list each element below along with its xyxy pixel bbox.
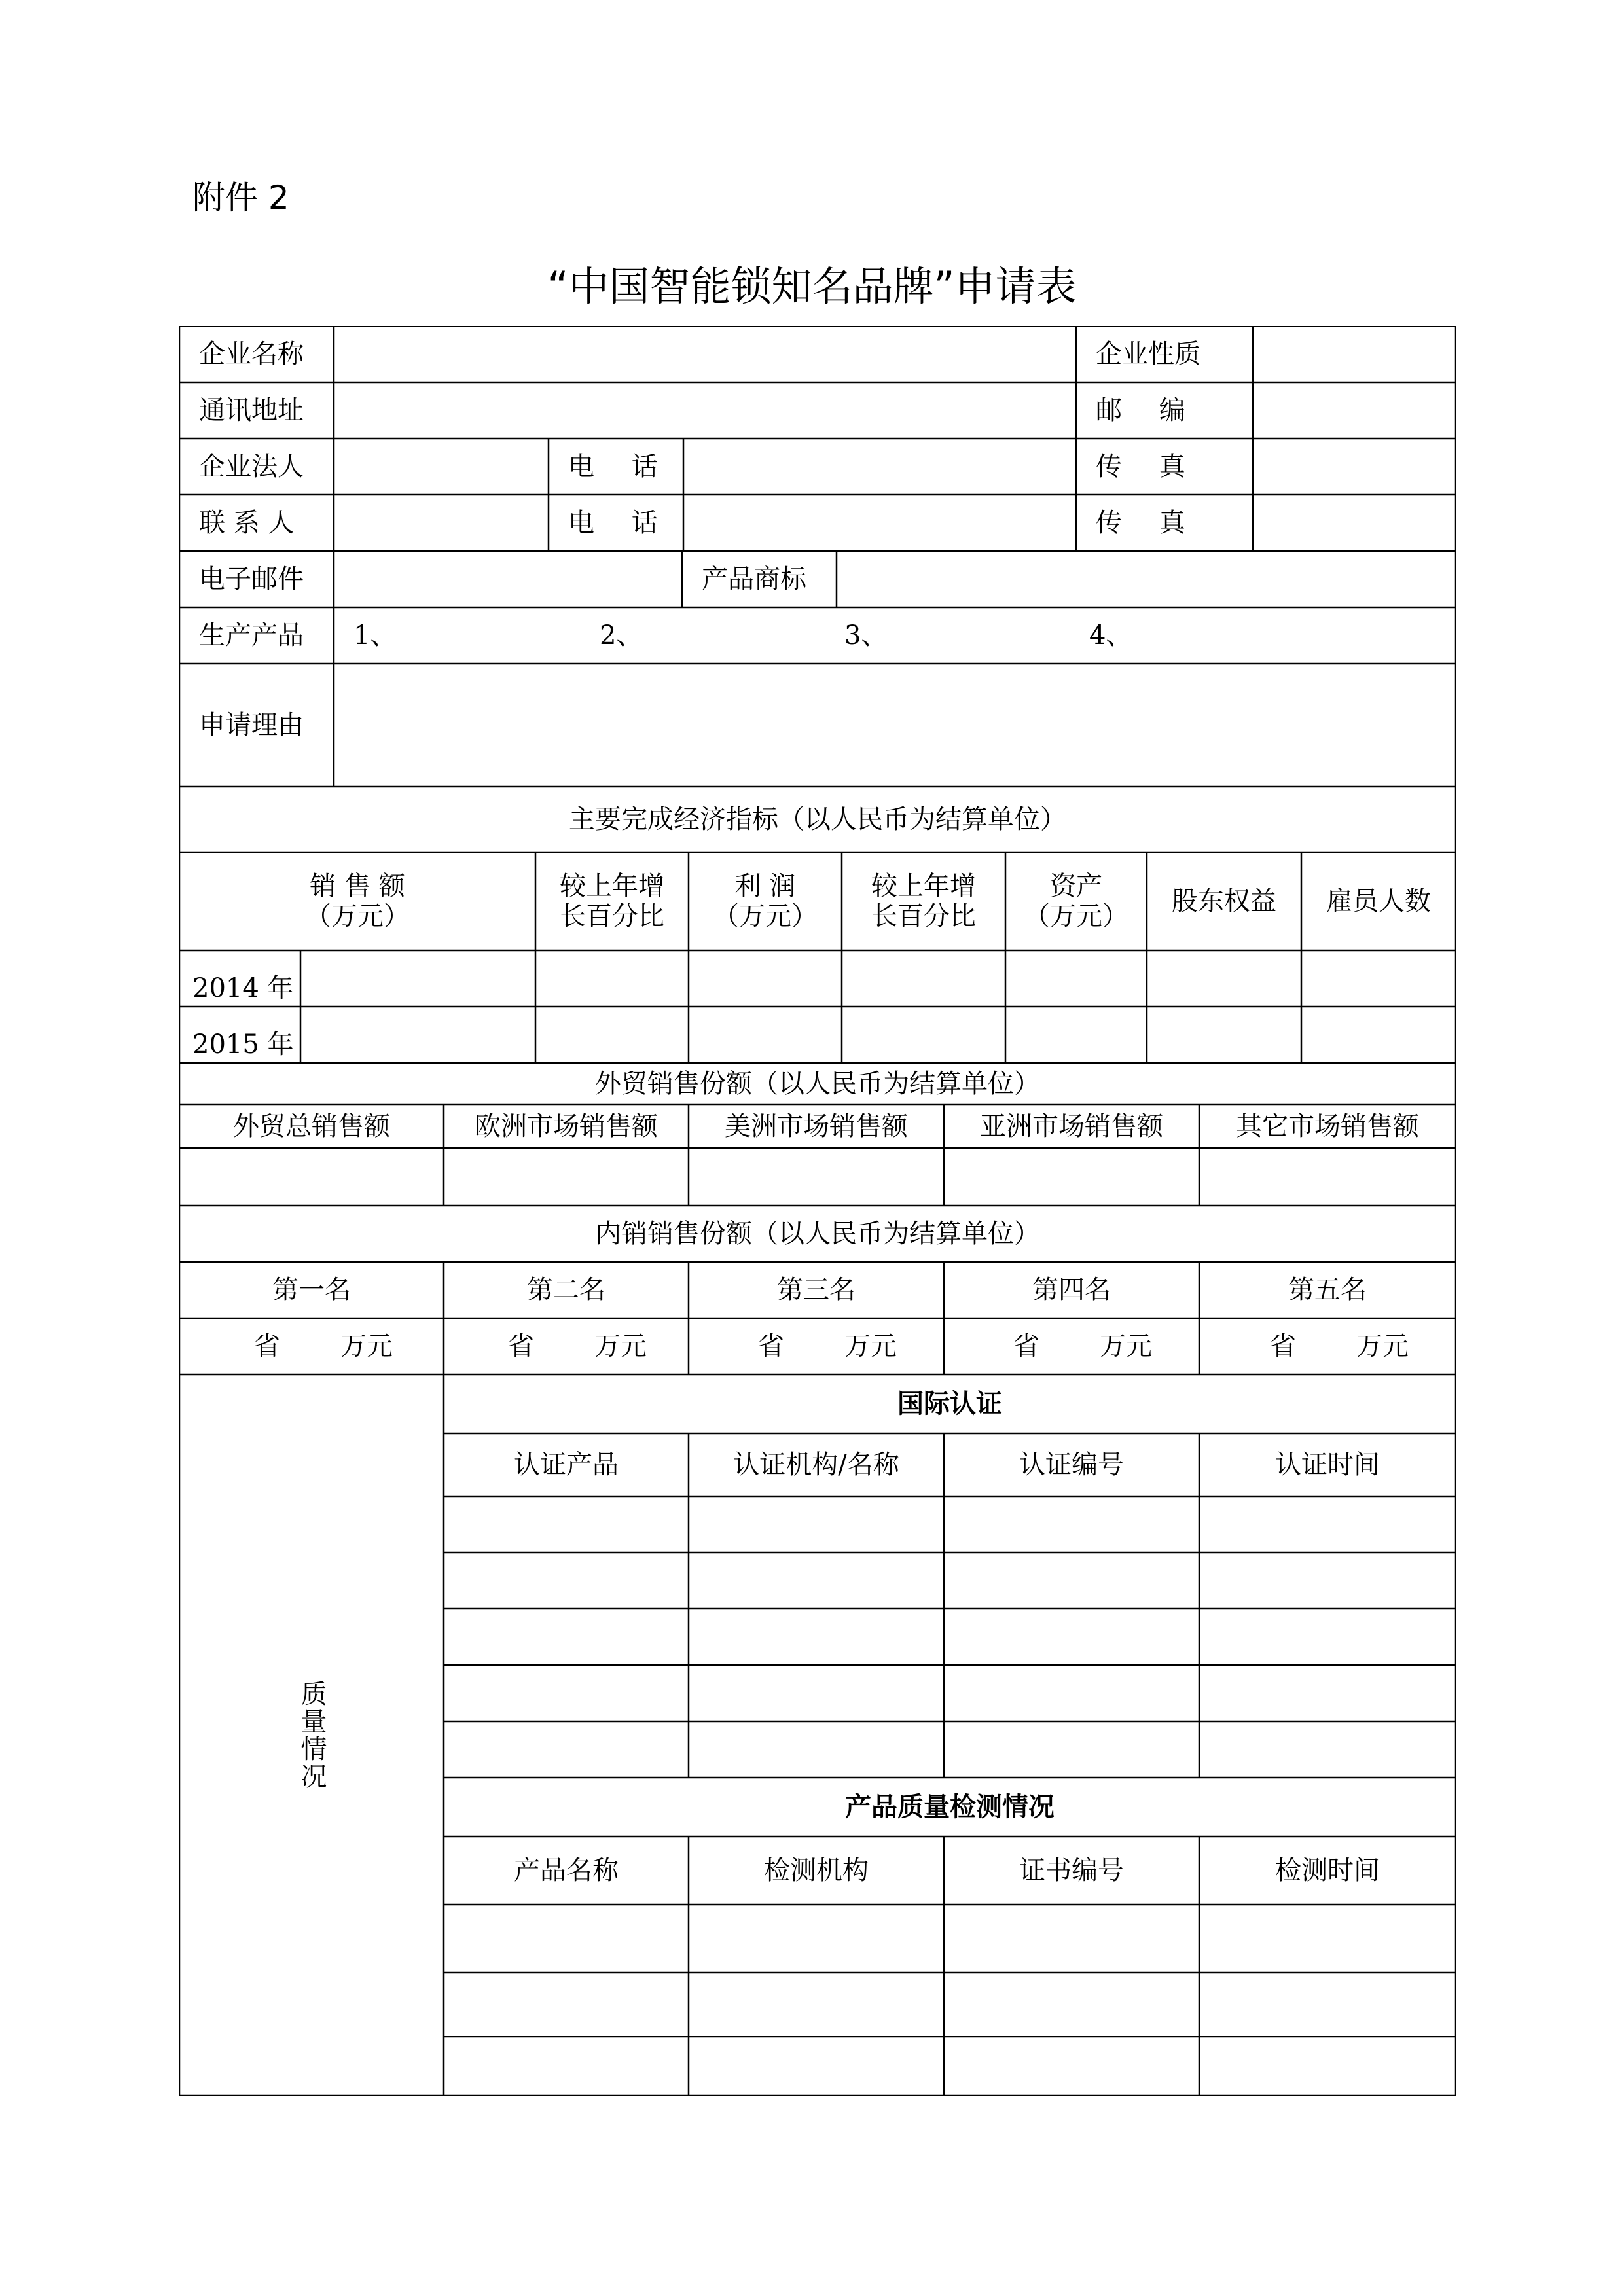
application-form-table xyxy=(179,326,1456,2096)
insp-col-product: 产品名称 xyxy=(514,1856,619,1886)
rank-2: 第二名 xyxy=(527,1275,605,1305)
domestic-heading: 内销销售份额（以人民币为结算单位） xyxy=(595,1219,1040,1249)
col-profit: 利 润 （万元） xyxy=(713,871,818,931)
label-legal-rep: 企业法人 xyxy=(199,452,304,482)
product-slot-3: 3、 xyxy=(844,620,888,651)
col-employees: 雇员人数 xyxy=(1326,886,1431,916)
form-title: “中国智能锁知名品牌”申请表 xyxy=(547,262,1077,310)
rank-2-province: 省 xyxy=(508,1331,534,1361)
foreign-trade-heading: 外贸销售份额（以人民币为结算单位） xyxy=(595,1069,1040,1099)
product-slot-4: 4、 xyxy=(1089,620,1132,651)
col-equity: 股东权益 xyxy=(1172,886,1276,916)
label-email: 电子邮件 xyxy=(199,564,304,594)
rank-1-unit: 万元 xyxy=(340,1331,393,1361)
label-postcode: 邮 编 xyxy=(1096,395,1200,425)
insp-col-cert-number: 证书编号 xyxy=(1019,1856,1124,1886)
product-slot-2: 2、 xyxy=(600,620,643,651)
label-trademark: 产品商标 xyxy=(702,564,806,594)
year-2014: 2014 年 xyxy=(192,973,294,1003)
col-profit-growth: 较上年增 长百分比 xyxy=(871,871,976,931)
label-contact: 联 系 人 xyxy=(199,508,295,538)
label-company-name: 企业名称 xyxy=(199,339,304,369)
col-europe: 欧洲市场销售额 xyxy=(475,1111,658,1141)
attachment-label: 附件 2 xyxy=(192,179,289,217)
insp-col-agency: 检测机构 xyxy=(764,1856,869,1886)
inspection-heading: 产品质量检测情况 xyxy=(845,1792,1055,1822)
label-address: 通讯地址 xyxy=(199,395,304,425)
label-reason: 申请理由 xyxy=(199,710,304,740)
rank-5: 第五名 xyxy=(1288,1275,1367,1305)
col-asia: 亚洲市场销售额 xyxy=(980,1111,1163,1141)
intl-cert-heading: 国际认证 xyxy=(897,1389,1002,1419)
rank-5-province: 省 xyxy=(1270,1331,1296,1361)
rank-1-province: 省 xyxy=(254,1331,280,1361)
col-other: 其它市场销售额 xyxy=(1236,1111,1419,1141)
label-company-type: 企业性质 xyxy=(1096,339,1200,369)
rank-5-unit: 万元 xyxy=(1356,1331,1409,1361)
insp-col-date: 检测时间 xyxy=(1275,1856,1380,1886)
rank-4-unit: 万元 xyxy=(1100,1331,1152,1361)
col-sales-growth: 较上年增 长百分比 xyxy=(560,871,664,931)
quality-label: 质量情况 xyxy=(297,1680,327,1790)
rank-2-unit: 万元 xyxy=(594,1331,647,1361)
col-foreign-total: 外贸总销售额 xyxy=(233,1111,390,1141)
cert-col-date: 认证时间 xyxy=(1275,1450,1380,1480)
economic-heading: 主要完成经济指标（以人民币为结算单位） xyxy=(569,804,1066,834)
label-fax-contact: 传 真 xyxy=(1096,508,1200,538)
year-2015: 2015 年 xyxy=(192,1030,294,1060)
rank-3-unit: 万元 xyxy=(844,1331,897,1361)
col-assets: 资产 （万元） xyxy=(1024,871,1128,931)
label-fax-legal: 传 真 xyxy=(1096,452,1200,482)
label-products: 生产产品 xyxy=(199,620,304,651)
label-phone-contact: 电 话 xyxy=(568,508,672,538)
rank-1: 第一名 xyxy=(272,1275,351,1305)
cert-col-agency: 认证机构/名称 xyxy=(733,1450,899,1480)
col-americas: 美洲市场销售额 xyxy=(725,1111,908,1141)
rank-3-province: 省 xyxy=(758,1331,784,1361)
rank-4-province: 省 xyxy=(1013,1331,1039,1361)
cert-col-number: 认证编号 xyxy=(1019,1450,1124,1480)
label-phone-legal: 电 话 xyxy=(568,452,672,482)
col-sales: 销 售 额 （万元） xyxy=(305,871,410,931)
cert-col-product: 认证产品 xyxy=(514,1450,619,1480)
rank-4: 第四名 xyxy=(1032,1275,1111,1305)
rank-3: 第三名 xyxy=(777,1275,856,1305)
product-slot-1: 1、 xyxy=(353,620,397,651)
